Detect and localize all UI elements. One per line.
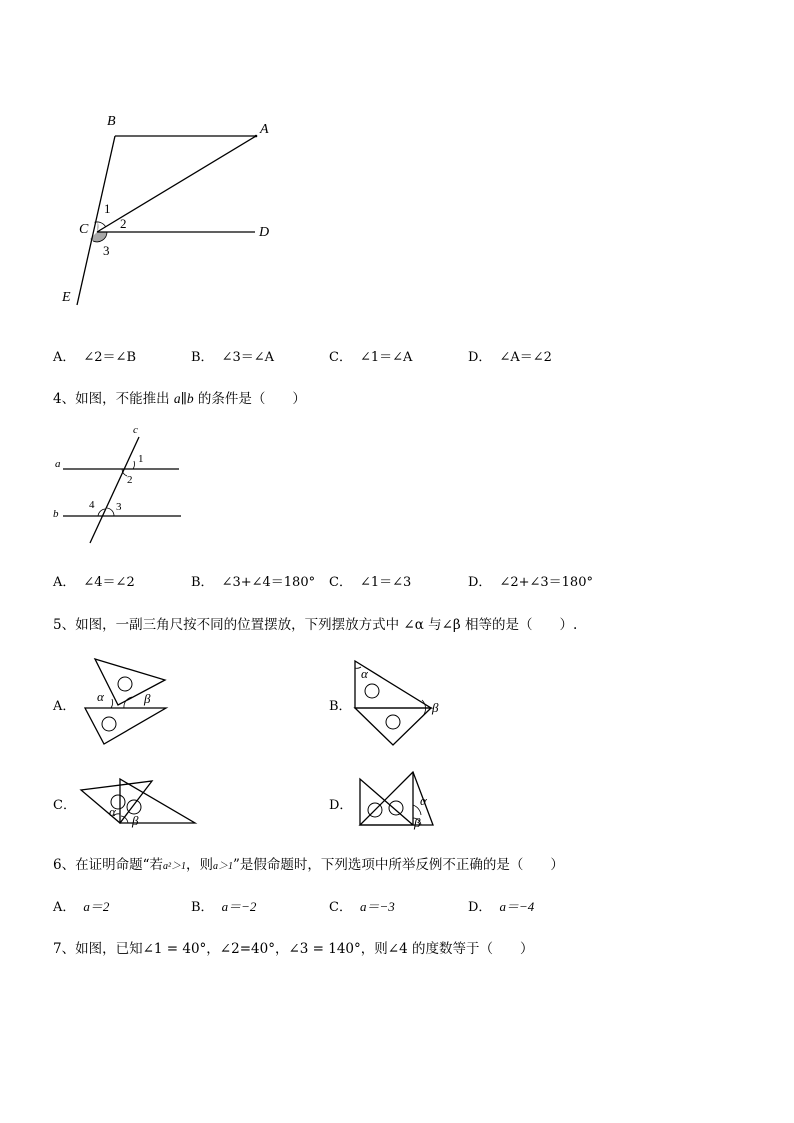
alpha-label: α [361,666,368,681]
line-c [90,437,139,543]
label-a: A [260,122,269,137]
alpha-label: α [109,804,116,819]
question-4-figure [50,425,190,550]
q6-option-c[interactable]: C． a＝−3 [329,899,395,915]
angle-label-1: 1 [104,201,111,216]
q3-option-b[interactable]: B． ∠3＝∠A [191,350,275,365]
angle-label-3: 3 [103,243,110,258]
q4-option-c[interactable]: C． ∠1＝∠3 [329,575,412,590]
hole-circle [127,800,141,814]
angle-arc-alpha [111,699,113,708]
beta-label: β [144,691,151,706]
q7-text: 7、如图，已知∠1 = 40°，∠2=40°，∠3 = 140°，则∠4 的度数等于（ ） [53,941,534,957]
triangle-bottom [355,708,431,745]
q6-option-b[interactable]: B． a＝−2 [191,899,257,915]
q6-text: 6、在证明命题“若a²＞1，则a＞1”是假命题时，下列选项中所举反例不正确的是（ ） [53,857,564,873]
angle-label-4: 4 [89,499,95,511]
label-d: D [259,225,270,240]
q5-text: 5、如图，一副三角尺按不同的位置摆放，下列摆放方式中 ∠α 与∠β 相等的是（ ）. [53,617,578,633]
q3-option-d[interactable]: D． ∠A＝∠2 [468,350,552,365]
q4-option-b[interactable]: B． ∠3+∠4＝180° [191,575,316,590]
line-be [77,136,115,305]
q6-option-d[interactable]: D． a＝−4 [468,899,535,915]
angle-arc-3 [107,508,114,516]
beta-label: β [414,815,421,830]
angle-label-1: 1 [138,453,144,465]
label-a-line: a [55,458,61,470]
triangle-left [81,781,152,823]
q6-option-a[interactable]: A． a＝2 [53,899,110,915]
q4-option-d[interactable]: D． ∠2+∠3＝180° [468,575,593,590]
hole-circle [389,801,403,815]
label-c-line: c [133,424,138,436]
q5-option-b-label[interactable]: B． [329,699,352,714]
hole-circle [102,717,116,731]
q5-option-c-label[interactable]: C． [53,798,76,813]
hole-circle [365,684,379,698]
hole-circle [386,715,400,729]
point-a [255,135,258,138]
q5-option-d-label[interactable]: D． [329,798,353,813]
beta-label: β [432,700,439,715]
label-b-line: b [53,508,59,520]
q5-option-a-label[interactable]: A． [53,699,76,714]
q4-text: 4、如图，不能推出 a∥b 的条件是（ ） [53,391,306,407]
angle-label-2: 2 [120,216,127,231]
q3-option-c[interactable]: C． ∠1＝∠A [329,350,413,365]
triangle-top [95,659,165,705]
label-e: E [62,290,71,305]
alpha-label: α [97,689,104,704]
angle-label-2: 2 [127,474,133,486]
q4-option-a[interactable]: A． ∠4＝∠2 [53,575,135,590]
q3-option-a[interactable]: A． ∠2＝∠B [53,350,137,365]
angle-arc-1 [133,461,135,469]
angle-label-3: 3 [116,501,122,513]
alpha-label: α [420,793,427,808]
label-c: C [79,222,89,237]
label-b: B [107,114,116,129]
q5-option-a-figure[interactable] [80,650,175,750]
beta-label: β [132,813,139,828]
hole-circle [118,677,132,691]
question-3-figure [55,110,295,315]
q5-option-d-figure[interactable] [355,767,440,829]
triangle-bottom [85,708,166,744]
triangle-left [360,779,413,825]
